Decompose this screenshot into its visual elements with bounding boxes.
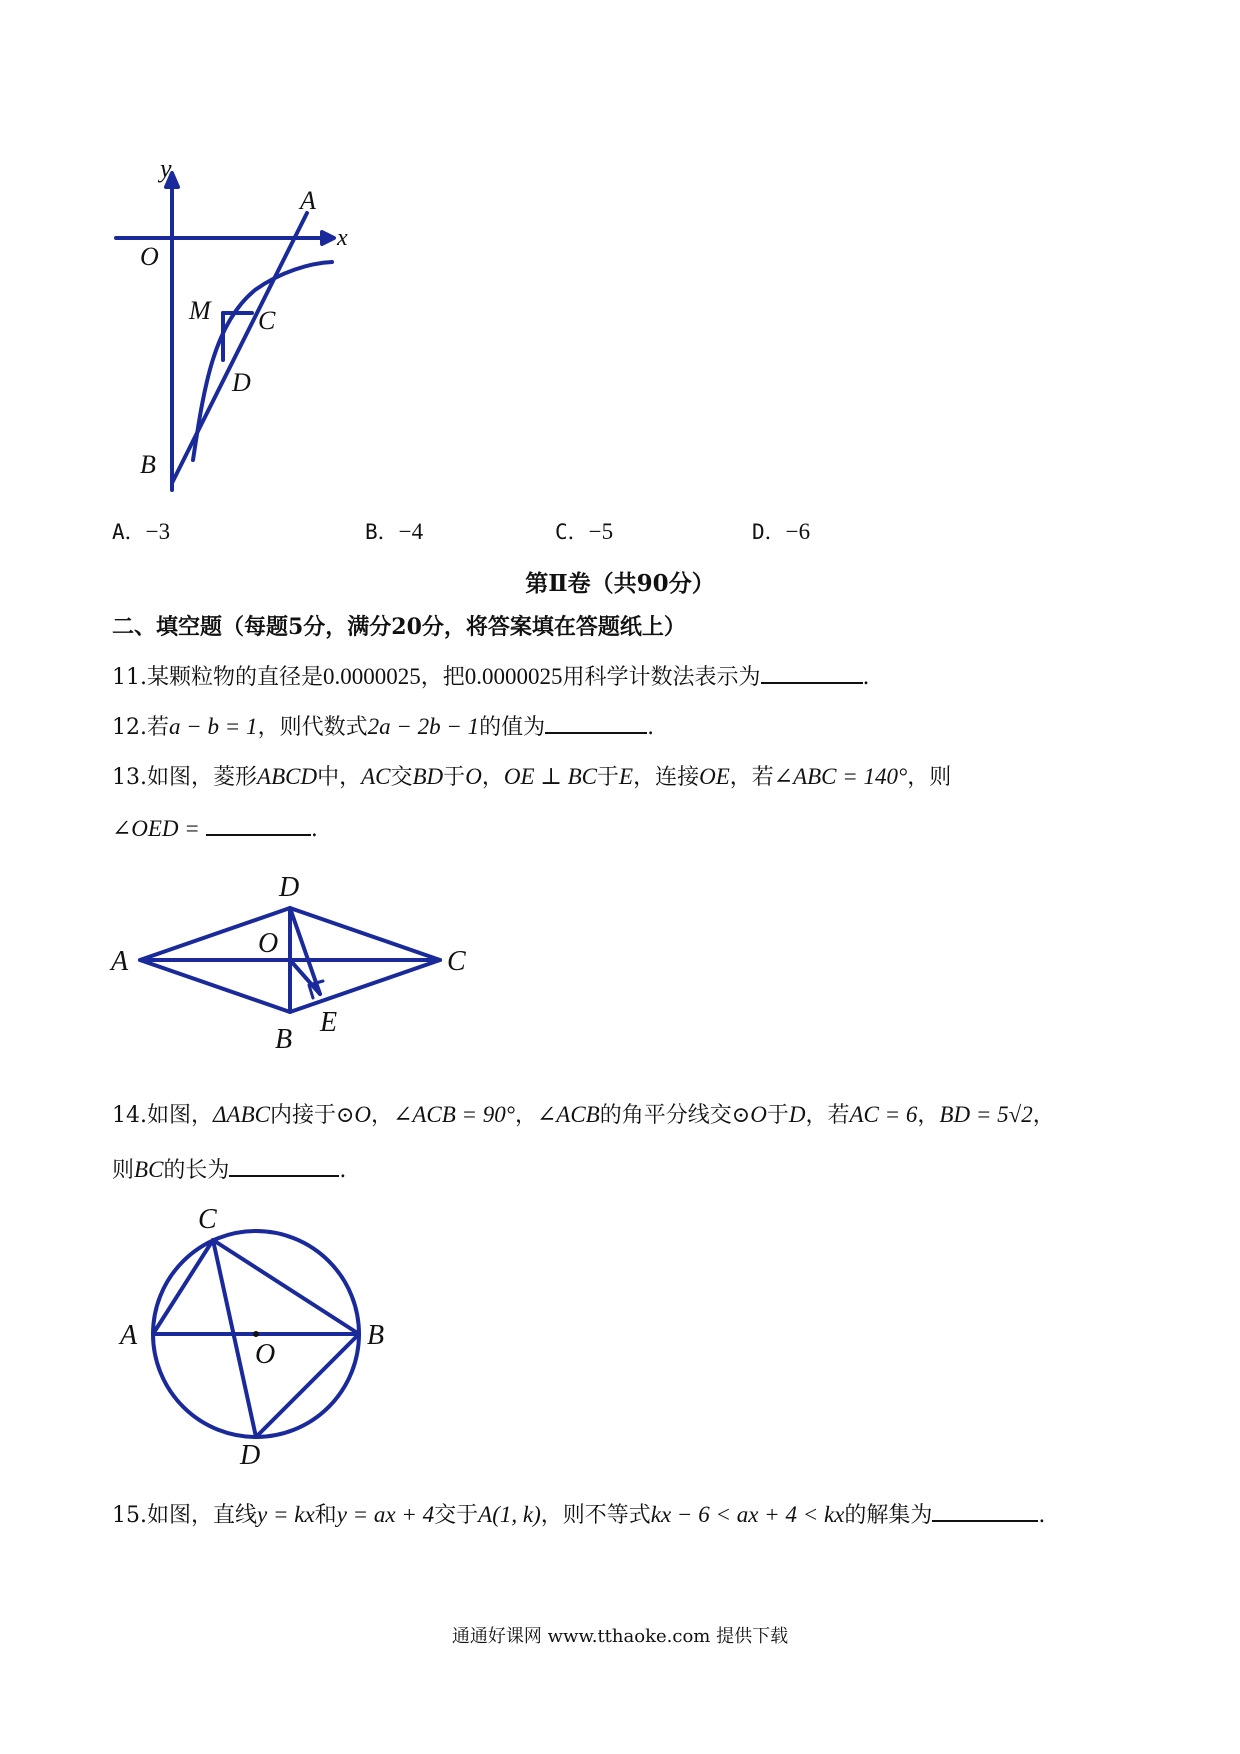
question-14: 14.如图，ΔABC内接于⊙O，∠ACB = 90°，∠ACB的角平分线交⊙O于D，若AC = 6，BD = 5√2， [112, 1102, 1055, 1128]
label-D: D [232, 368, 251, 397]
figure-hyperbola [100, 155, 420, 500]
hyperbola-curve [193, 262, 332, 460]
answer-blank [206, 816, 311, 836]
option-c: C．−5 [555, 519, 614, 544]
option-a: A．−3 [112, 519, 171, 544]
label-O: O [255, 1339, 276, 1370]
chord-CD [213, 1240, 256, 1437]
segment-DE [290, 908, 320, 994]
label-B: B [367, 1320, 385, 1351]
part-heading: 二、填空题（每题5分，满分20分，将答案填在答题纸上） [112, 614, 686, 640]
answer-blank [229, 1157, 339, 1177]
answer-blank [545, 714, 647, 734]
label-C: C [258, 306, 276, 335]
chord-AC [153, 1240, 213, 1334]
figure-rhombus [105, 868, 485, 1058]
question-12: 12.若a − b = 1，则代数式2a − 2b − 1的值为 . [112, 714, 655, 740]
question-13-line2: ∠OED = . [112, 816, 318, 842]
label-B: B [275, 1024, 293, 1055]
label-y: y [160, 155, 172, 183]
question-11: 11.某颗粒物的直径是0.0000025，把0.0000025用科学计数法表示为 . [112, 664, 870, 690]
option-b: B．−4 [365, 519, 424, 544]
label-O: O [258, 928, 279, 959]
option-d: D．−6 [752, 519, 811, 544]
label-x: x [337, 225, 348, 251]
label-C: C [198, 1204, 217, 1235]
label-A: A [111, 946, 129, 977]
footer-source: 通通好课网 www.tthaoke.com 提供下载 [451, 1626, 789, 1647]
line-AB [172, 213, 307, 483]
label-M: M [189, 296, 211, 325]
question-13: 13.如图，菱形ABCD中，AC交BD于O，OE ⊥ BC于E，连接OE，若∠ABC = 140°，则 [112, 764, 952, 790]
question-14-line2: 则BC的长为 . [112, 1157, 347, 1183]
label-O: O [140, 242, 159, 271]
label-D: D [240, 1440, 261, 1468]
label-E: E [320, 1007, 338, 1038]
chord-CB [213, 1240, 359, 1334]
label-C: C [447, 946, 466, 977]
label-A: A [120, 1320, 138, 1351]
x-axis-arrow [322, 232, 334, 244]
answer-blank [761, 664, 863, 684]
label-A: A [300, 186, 316, 215]
answer-blank [932, 1502, 1038, 1522]
figure-circle [110, 1198, 410, 1468]
label-B: B [140, 450, 156, 479]
question-15: 15.如图，直线y = kx和y = ax + 4交于A(1, k)，则不等式kx − 6 < ax + 4 < kx的解集为 . [112, 1502, 1046, 1528]
section-title: 第Ⅱ卷（共90分） [525, 570, 715, 597]
center-dot [253, 1331, 259, 1337]
label-D: D [279, 872, 300, 903]
